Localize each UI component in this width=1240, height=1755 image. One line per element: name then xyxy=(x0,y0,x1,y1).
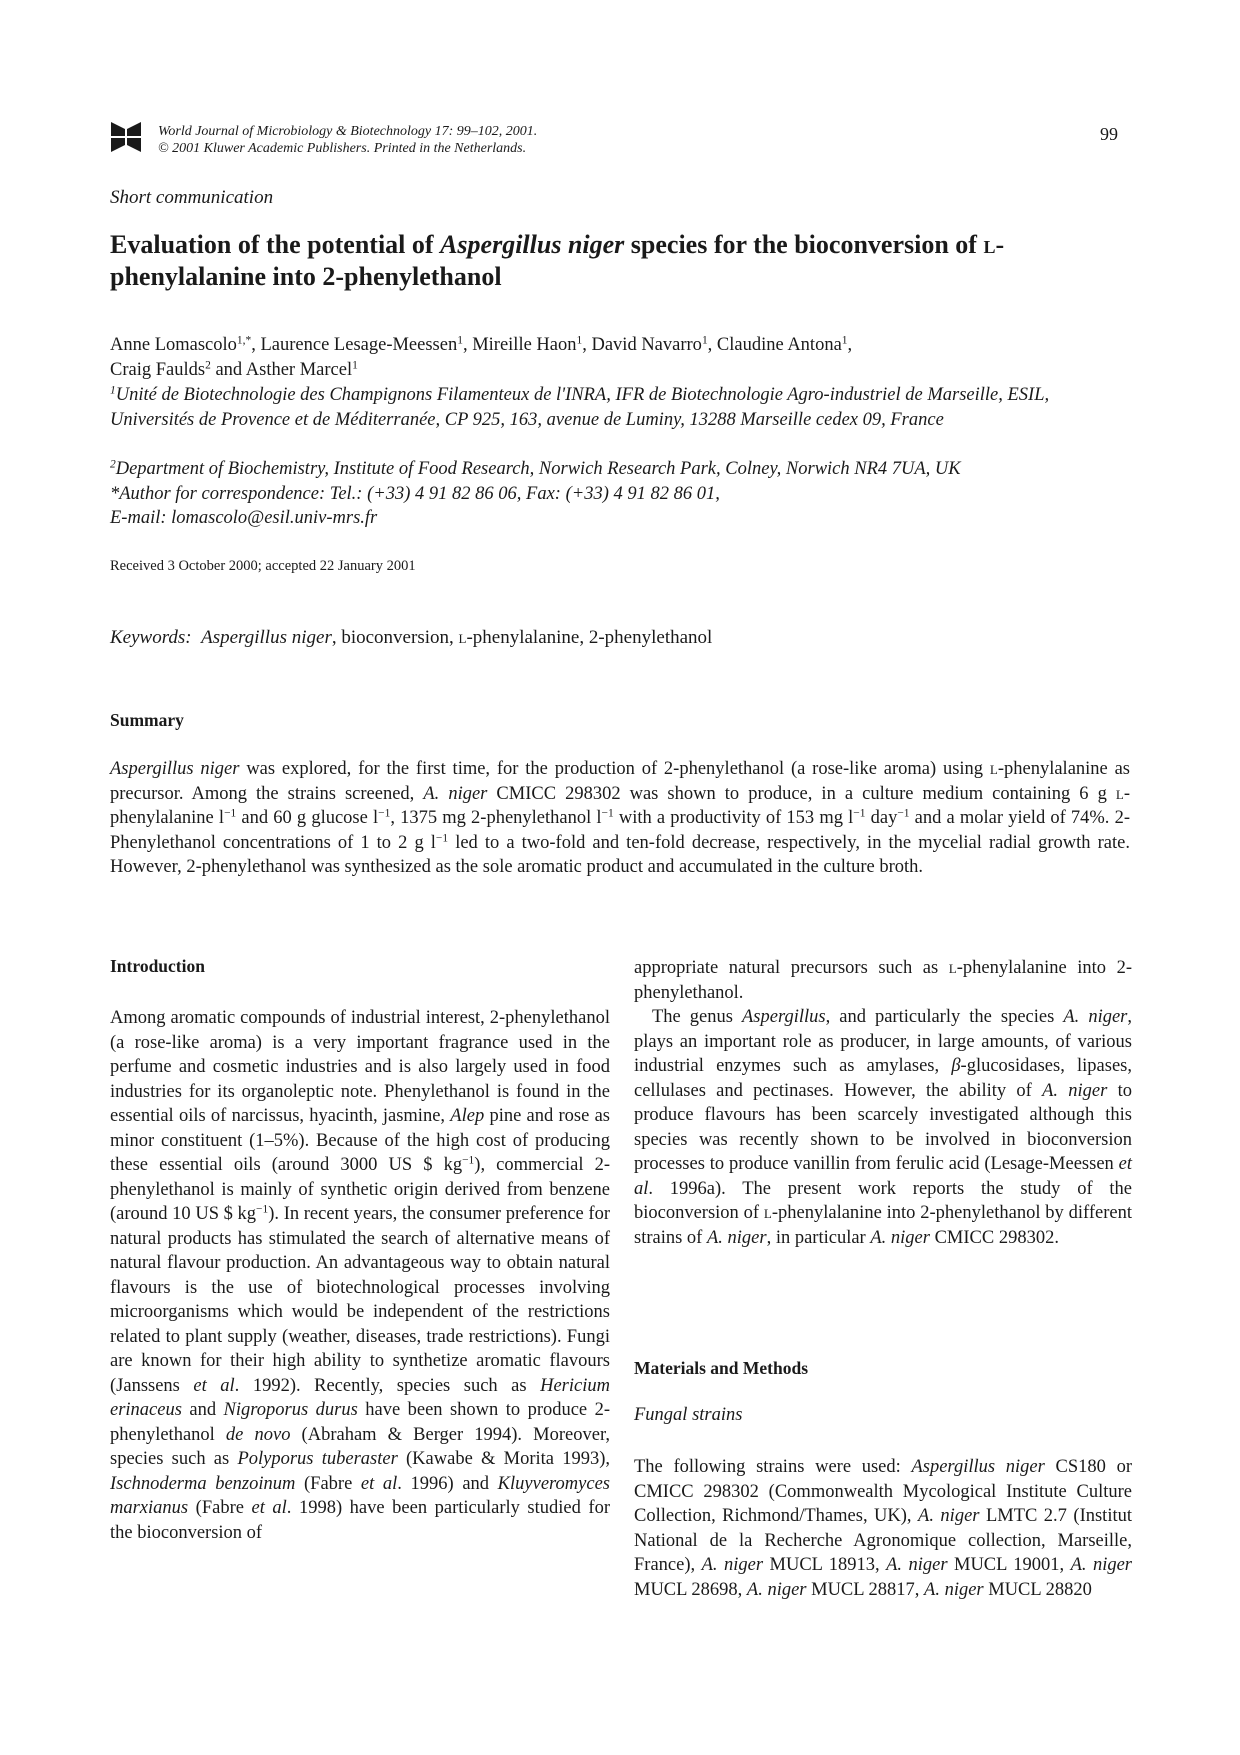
strains-run: MUCL 18913, xyxy=(763,1555,887,1575)
right-run: , in particular xyxy=(766,1227,871,1248)
right-run: , and particularly the species xyxy=(825,1007,1064,1027)
summary-run: CMICC 298302 was shown to produce, in a culture medium containing 6 g xyxy=(487,783,1116,804)
affiliation-mark: 2 xyxy=(110,458,116,471)
introduction-text xyxy=(110,1006,610,1545)
intro-run: Polyporus tuberaster xyxy=(237,1449,398,1469)
journal-line-1: World Journal of Microbiology & Biotechnology 17: 99–102, 2001. xyxy=(158,124,538,139)
intro-run: et al xyxy=(193,1375,235,1396)
intro-run: et al xyxy=(360,1473,398,1494)
summary-run: l xyxy=(1115,783,1124,804)
strains-run: MUCL 28820 xyxy=(983,1579,1092,1600)
right-run: A. niger xyxy=(1042,1080,1108,1101)
title-text: Evaluation of the potential of xyxy=(110,230,441,259)
journal-citation xyxy=(158,123,537,157)
summary-run: and 60 g glucose l xyxy=(236,808,379,828)
article-title xyxy=(110,229,1120,293)
introduction-heading: Introduction xyxy=(110,956,205,976)
right-run: l xyxy=(948,958,957,978)
title-species: Aspergillus niger xyxy=(440,230,625,259)
journal-line-2: © 2001 Kluwer Academic Publishers. Printed in the Netherlands. xyxy=(158,141,527,156)
summary-run: Aspergillus niger xyxy=(110,759,240,779)
summary-sup: −1 xyxy=(224,807,237,820)
intro-sup: −1 xyxy=(462,1154,475,1167)
author-affil-mark: 1 xyxy=(841,334,848,347)
strains-run: Aspergillus niger xyxy=(911,1457,1045,1477)
author-name: Laurence Lesage-Meessen xyxy=(260,335,458,355)
strains-run: CS180 or CMICC 298302 (Commonwealth Mycological Institute Culture Collection, Richmond/Thames, UK), xyxy=(634,1457,1132,1526)
intro-run: (Abraham & Berger 1994). Moreover, species such as xyxy=(110,1424,610,1469)
keyword: , bioconversion, xyxy=(331,627,459,648)
author-name: Craig Faulds xyxy=(110,359,206,380)
right-run: appropriate natural precursors such as xyxy=(634,958,949,978)
intro-run: . 1996) and xyxy=(397,1473,498,1494)
intro-run: ), commercial 2-phenylethanol is mainly of synthetic origin derived from benzene (around 10 US $ kg xyxy=(110,1155,611,1224)
summary-run: l xyxy=(989,759,998,779)
intro-run: . 1998) have been particularly studied for the bioconversion of xyxy=(110,1498,610,1543)
summary-sup: −1 xyxy=(378,807,391,820)
summary-sup: −1 xyxy=(601,807,614,820)
keyword: Aspergillus niger xyxy=(201,627,332,648)
summary-run: with a productivity of 153 mg l xyxy=(613,808,854,828)
author-affil-mark: 1 xyxy=(576,334,583,347)
right-run: , plays an important role as producer, in large amounts, of various industrial enzymes such as amylases, xyxy=(634,1007,1132,1076)
strains-run: LMTC 2.7 (Institut National de la Recherche Agronomique collection, Marseille, France), xyxy=(634,1506,1132,1575)
fungal-strains-heading: Fungal strains xyxy=(634,1405,743,1425)
author-name: Anne Lomascolo xyxy=(110,335,237,355)
intro-run: Among aromatic compounds of industrial interest, 2-phenylethanol (a rose-like aroma) is a very important fragrance used in the perfume and cosmetic industries and is also largely used in food industries for its organoleptic note. Phenylethanol is found in the essential oils of narcissus, hyacinth, jasmine, xyxy=(110,1008,610,1126)
strains-run: MUCL 28817, xyxy=(806,1579,925,1600)
summary-run: , 1375 mg 2-phenylethanol l xyxy=(390,808,602,828)
keywords xyxy=(110,627,712,649)
right-run: et al xyxy=(634,1154,1132,1199)
affiliation-1 xyxy=(110,383,1130,432)
author-affil-mark: 1 xyxy=(457,334,463,347)
right-run: -glucosidases, lipases, cellulases and pectinases. However, the ability of xyxy=(634,1056,1132,1101)
intro-run: ). In recent years, the consumer preference for natural products has stimulated the search of alternative means of natural flavour production. An advantageous way to obtain natural flavours is the use of biotechnological processes involving microorganisms which would be independent of the restrictions related to plant supply (weather, diseases, trade restrictions). Fungi are known for their high ability to synthetize aromatic flavours (Janssens xyxy=(110,1204,610,1396)
correspondence: *Author for correspondence: Tel.: (+33) 4 91 82 86 06, Fax: (+33) 4 91 82 86 01, xyxy=(110,483,720,504)
received-dates: Received 3 October 2000; accepted 22 January 2001 xyxy=(110,558,416,574)
strains-run: A. niger xyxy=(746,1579,807,1600)
strains-run: A. niger xyxy=(886,1555,948,1575)
summary-run: -phenylalanine l xyxy=(110,783,1130,828)
author-name: Claudine Antona xyxy=(716,335,842,355)
author-affil-mark: 2 xyxy=(205,359,211,372)
summary-run: day xyxy=(865,808,898,828)
right-paragraph-2 xyxy=(634,1005,1132,1250)
right-run: A. niger xyxy=(870,1227,930,1248)
strains-run: A. niger xyxy=(701,1555,764,1575)
right-run: A. niger xyxy=(706,1227,767,1248)
right-run: β xyxy=(951,1056,961,1076)
right-run: Aspergillus xyxy=(741,1007,826,1027)
author-affil-mark: 1 xyxy=(352,359,358,372)
right-run: -phenylalanine into 2-phenylethanol by different strains of xyxy=(634,1203,1132,1248)
intro-run: Kluyveromyces marxianus xyxy=(110,1473,610,1518)
intro-run: Alep xyxy=(450,1106,485,1126)
page-number: 99 xyxy=(1100,124,1118,144)
email-address: E-mail: lomascolo@esil.univ-mrs.fr xyxy=(110,508,378,528)
right-run: to produce flavours has been scarcely investigated although this species was recently shown to be involved in bioconversion processes to produce vanillin from ferulic acid (Lesage-Meessen xyxy=(634,1080,1132,1174)
strains-run: The following strains were used: xyxy=(634,1457,912,1477)
strains-run: A. niger xyxy=(924,1579,984,1600)
intro-run: Ischnoderma benzoinum xyxy=(110,1473,296,1494)
summary-heading: Summary xyxy=(110,710,184,730)
article-type: Short communication xyxy=(110,187,274,208)
right-run: l xyxy=(763,1203,772,1223)
strains-run: A. niger xyxy=(1070,1555,1133,1575)
summary-sup: −1 xyxy=(853,807,866,820)
affiliation-text: Unité de Biotechnologie des Champignons Filamenteux de l'INRA, IFR de Biotechnologie Agro-industriel de Marseille, ESIL, Universités de Provence et de Méditerranée, CP 925, 163, avenue de Luminy, 13288 Marseille cedex 09, France xyxy=(110,385,1050,430)
summary-run: and a molar yield of 74%. 2-Phenylethanol concentrations of 1 to 2 g l xyxy=(110,808,1130,853)
keywords-label: Keywords: xyxy=(110,627,192,648)
intro-run: de novo xyxy=(225,1424,291,1445)
summary-text xyxy=(110,757,1130,880)
right-run: CMICC 298302. xyxy=(929,1227,1059,1248)
title-text: species for the bioconversion of xyxy=(624,230,984,259)
title-small-caps: l xyxy=(983,230,996,259)
title-text: -phenylalanine into 2-phenylethanol xyxy=(110,230,1005,291)
summary-sup: −1 xyxy=(897,807,910,820)
right-run: A. niger xyxy=(1063,1007,1128,1027)
intro-sup: −1 xyxy=(256,1203,269,1216)
author-name: Mireille Haon xyxy=(472,335,577,355)
author-name: Asther Marcel xyxy=(245,359,353,380)
strains-run: MUCL 19001, xyxy=(947,1555,1071,1575)
fungal-strains-text xyxy=(634,1455,1132,1602)
publisher-logo-icon xyxy=(110,120,142,154)
summary-sup: −1 xyxy=(435,832,449,845)
materials-methods-heading: Materials and Methods xyxy=(634,1358,809,1378)
right-run: . 1996a). The present work reports the study of the bioconversion of xyxy=(634,1178,1132,1223)
author-affil-mark: 1 xyxy=(701,334,708,347)
author-affil-mark: 1,* xyxy=(236,334,252,347)
right-run: -phenylalanine into 2-phenylethanol. xyxy=(634,958,1132,1003)
summary-run: was explored, for the first time, for the production of 2-phenylethanol (a rose-like aroma) using xyxy=(239,759,990,779)
intro-run: et al xyxy=(251,1498,287,1518)
intro-run: (Kawabe & Morita 1993), xyxy=(397,1449,610,1469)
keyword: -phenylalanine, 2-phenylethanol xyxy=(466,627,713,648)
affiliation-mark: 1 xyxy=(110,384,116,397)
affiliation-2 xyxy=(110,457,1140,531)
strains-run: MUCL 28698, xyxy=(634,1579,747,1600)
summary-run: A. niger xyxy=(423,783,488,804)
right-run: The genus xyxy=(652,1007,742,1027)
intro-run: Hericium erinaceus xyxy=(110,1375,610,1420)
summary-run: led to a two-fold and ten-fold decrease, respectively, in the mycelial radial growth rate. However, 2-phenylethanol was synthesized as the sole aromatic product and accumulated in the culture broth. xyxy=(110,832,1130,877)
intro-run: pine and rose as minor constituent (1–5%). Because of the high cost of producing these essential oils (around 3000 US $ kg xyxy=(110,1106,610,1175)
intro-run: . 1992). Recently, species such as xyxy=(234,1375,541,1396)
author-name: David Navarro xyxy=(591,335,702,355)
summary-run: -phenylalanine as precursor. Among the strains screened, xyxy=(110,759,1130,804)
intro-run: and xyxy=(181,1400,224,1420)
right-paragraph-1 xyxy=(634,956,1132,1005)
keyword: l xyxy=(458,627,467,648)
affiliation-text: Department of Biochemistry, Institute of Food Research, Norwich Research Park, Colney, Norwich NR4 7UA, UK xyxy=(115,459,961,479)
intro-run: Nigroporus durus xyxy=(223,1400,358,1420)
intro-run: (Fabre xyxy=(188,1498,252,1518)
strains-run: A. niger xyxy=(918,1506,980,1526)
author-list: Anne Lomascolo$^{1,*}$, Laurence Lesage-Meessen$^1$, Mireille Haon$^1$, David Navarro$^1$, Claudine Antona$^1$, Craig Faulds$^2$ and Asther Marcel$^1$ xyxy=(110,334,853,380)
intro-run: (Fabre xyxy=(295,1473,361,1494)
intro-run: have been shown to produce 2-phenylethanol xyxy=(110,1400,611,1445)
